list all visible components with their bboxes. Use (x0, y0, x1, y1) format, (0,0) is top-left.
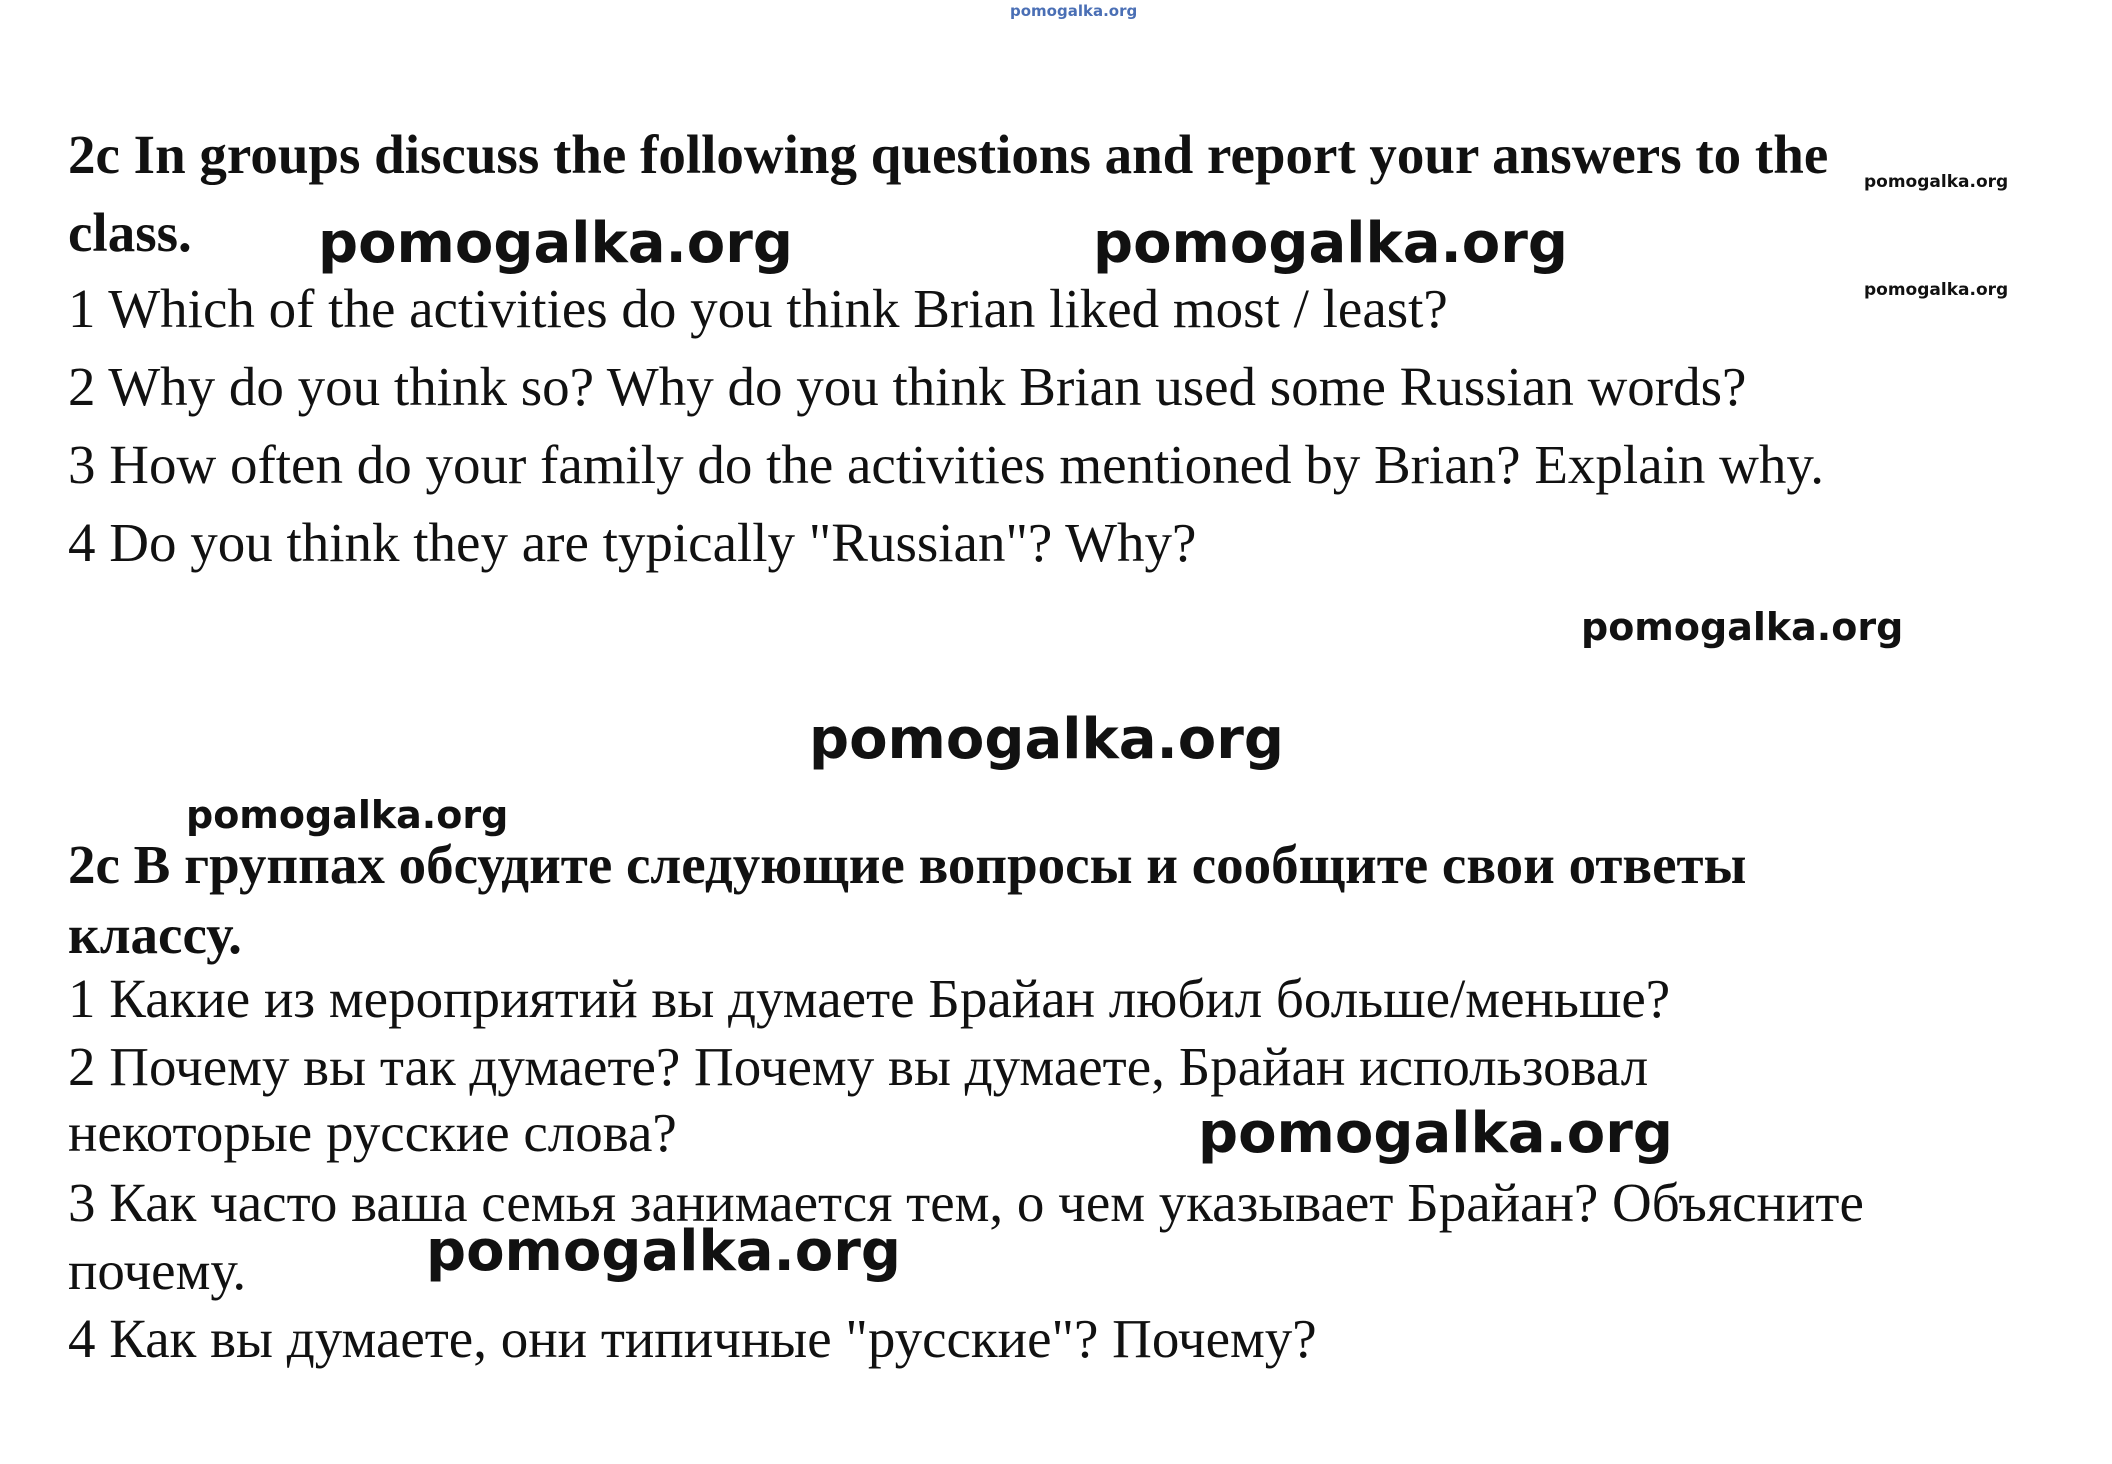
watermark-4: pomogalka.org (809, 707, 1284, 772)
russian-heading-line1: 2c В группах обсудите следующие вопросы и сообщите свои ответы (68, 834, 1747, 895)
russian-line-4: 3 Как часто ваша семья занимается тем, о чем указывает Брайан? Объясните (68, 1172, 1864, 1233)
english-question-1: 1 Which of the activities do you think Brian liked most / least? (68, 278, 1448, 339)
russian-line-6: 4 Как вы думаете, они типичные "русские"? Почему? (68, 1308, 1317, 1369)
watermark-5: pomogalka.org (186, 793, 509, 837)
watermark-1: pomogalka.org (318, 211, 793, 276)
watermark-2: pomogalka.org (1093, 211, 1568, 276)
russian-line-5: почему. (68, 1240, 247, 1301)
english-heading-line2: class. (68, 202, 192, 263)
watermark-6: pomogalka.org (1198, 1101, 1673, 1166)
russian-line-3: некоторые русские слова? (68, 1102, 677, 1163)
russian-line-1: 1 Какие из мероприятий вы думаете Брайан любил больше/меньше? (68, 968, 1671, 1029)
watermark-3: pomogalka.org (1581, 605, 1904, 649)
watermark-right-2: pomogalka.org (1864, 280, 2009, 300)
russian-line-2: 2 Почему вы так думаете? Почему вы думаете, Брайан использовал (68, 1036, 1649, 1097)
russian-heading-line2: классу. (68, 904, 242, 965)
watermark-right-1: pomogalka.org (1864, 172, 2009, 192)
english-question-4: 4 Do you think they are typically "Russian"? Why? (68, 512, 1197, 573)
watermark-7: pomogalka.org (426, 1219, 901, 1284)
english-heading-line1: 2c In groups discuss the following questions and report your answers to the (68, 124, 1829, 185)
english-question-3: 3 How often do your family do the activities mentioned by Brian? Explain why. (68, 434, 1825, 495)
english-question-2: 2 Why do you think so? Why do you think Brian used some Russian words? (68, 356, 1747, 417)
watermark-top: pomogalka.org (1010, 2, 1138, 20)
